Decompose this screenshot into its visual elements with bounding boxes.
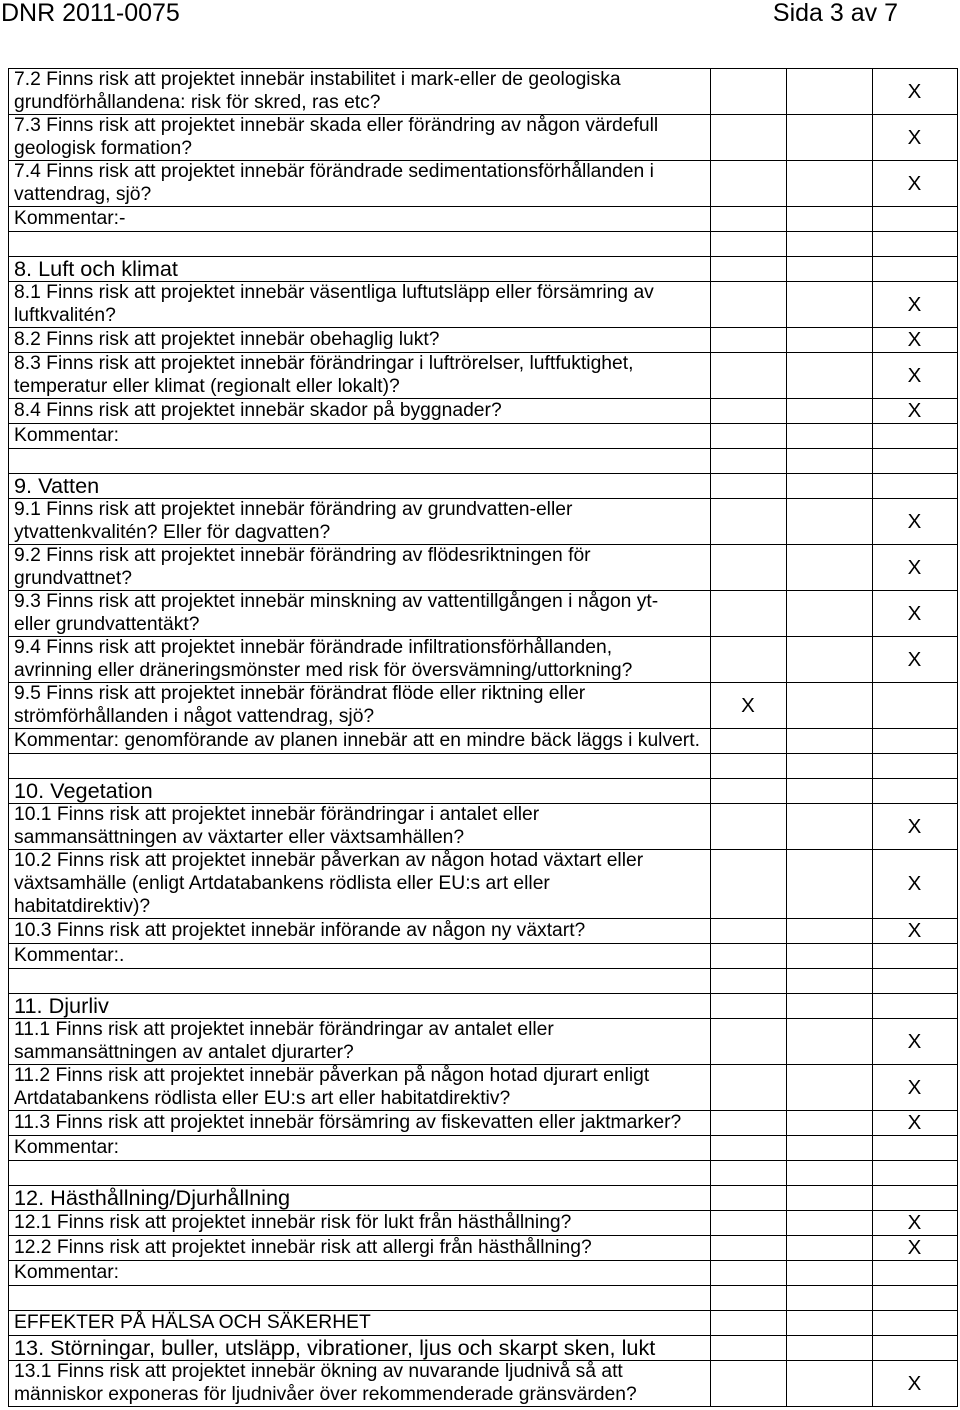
question-row xyxy=(8,1018,957,1064)
answer-mark-x: X xyxy=(907,647,922,671)
answer-cell xyxy=(710,160,786,206)
question-row xyxy=(8,590,957,636)
question-text: grundvattnet? xyxy=(14,568,132,589)
answer-cell xyxy=(872,1110,957,1135)
answer-cell xyxy=(786,968,872,993)
answer-cell xyxy=(710,281,786,327)
question-text: strömförhållanden i något vattendrag, sjö? xyxy=(14,706,375,727)
answer-cell xyxy=(872,160,957,206)
answer-cell xyxy=(872,682,957,728)
section-heading: 13. Störningar, buller, utsläpp, vibrationer, ljus och skarpt sken, lukt xyxy=(14,1335,656,1360)
text-cell xyxy=(8,1335,710,1360)
question-row xyxy=(8,849,957,918)
answer-cell xyxy=(786,803,872,849)
answer-cell xyxy=(710,968,786,993)
answer-cell xyxy=(786,398,872,423)
text-cell xyxy=(8,1260,710,1285)
question-text: 9.4 Finns risk att projektet innebär förändrade infiltrationsförhållanden, xyxy=(14,637,613,658)
question-text: 8.3 Finns risk att projektet innebär förändringar i luftrörelser, luftfuktighet, xyxy=(14,353,634,374)
question-text: 9.3 Finns risk att projektet innebär minskning av vattentillgången i någon yt- xyxy=(14,591,659,612)
answer-cell xyxy=(872,918,957,943)
question-text: 12.1 Finns risk att projektet innebär risk för lukt från hästhållning? xyxy=(14,1212,572,1233)
answer-mark-x: X xyxy=(907,1075,922,1099)
question-text: växtsamhälle (enligt Artdatabankens rödlista eller EU:s art eller xyxy=(14,873,550,894)
section-heading: 8. Luft och klimat xyxy=(14,256,178,281)
spacer-cell xyxy=(8,448,710,473)
answer-cell xyxy=(872,544,957,590)
question-text: sammansättningen av antalet djurarter? xyxy=(14,1042,354,1063)
answer-cell xyxy=(786,993,872,1018)
answer-mark-x: X xyxy=(907,171,922,195)
comment-row xyxy=(8,943,957,968)
answer-cell xyxy=(786,498,872,544)
answer-mark-x: X xyxy=(907,1371,922,1395)
answer-cell xyxy=(710,231,786,256)
text-cell xyxy=(8,636,710,682)
question-text: 12.2 Finns risk att projektet innebär risk att allergi från hästhållning? xyxy=(14,1237,592,1258)
answer-mark-x: X xyxy=(907,814,922,838)
answer-cell xyxy=(786,918,872,943)
answer-cell xyxy=(872,352,957,398)
answer-cell xyxy=(710,544,786,590)
document-number: DNR 2011-0075 xyxy=(1,0,180,27)
question-text: Artdatabankens rödlista eller EU:s art eller habitatdirektiv? xyxy=(14,1088,511,1109)
answer-cell xyxy=(872,968,957,993)
answer-cell xyxy=(786,256,872,281)
answer-cell xyxy=(710,327,786,352)
spacer-row xyxy=(8,1285,957,1310)
answer-cell xyxy=(710,1064,786,1110)
answer-cell xyxy=(872,803,957,849)
answer-cell xyxy=(872,778,957,803)
question-text: 10.3 Finns risk att projektet innebär införande av någon ny växtart? xyxy=(14,920,586,941)
answer-cell xyxy=(710,114,786,160)
section-heading-row xyxy=(8,1185,957,1210)
text-cell xyxy=(8,423,710,448)
section-heading-row xyxy=(8,1335,957,1360)
section-heading-row xyxy=(8,473,957,498)
text-cell xyxy=(8,1018,710,1064)
spacer-cell xyxy=(8,968,710,993)
answer-cell xyxy=(786,1135,872,1160)
answer-cell xyxy=(710,590,786,636)
question-text: 9.1 Finns risk att projektet innebär förändring av grundvatten-eller xyxy=(14,499,573,520)
answer-cell xyxy=(872,636,957,682)
answer-cell xyxy=(710,918,786,943)
question-text: eller grundvattentäkt? xyxy=(14,614,200,635)
answer-cell xyxy=(786,943,872,968)
question-row xyxy=(8,1064,957,1110)
text-cell xyxy=(8,281,710,327)
section-heading: 11. Djurliv xyxy=(14,993,109,1018)
answer-mark-x: X xyxy=(907,872,922,895)
text-cell xyxy=(8,943,710,968)
question-row xyxy=(8,68,957,114)
question-text: ytvattenkvalitén? Eller för dagvatten? xyxy=(14,522,331,543)
text-cell xyxy=(8,590,710,636)
question-text: 8.2 Finns risk att projektet innebär obehaglig lukt? xyxy=(14,329,440,350)
spacer-row xyxy=(8,753,957,778)
answer-cell xyxy=(872,114,957,160)
answer-cell xyxy=(710,1135,786,1160)
answer-cell xyxy=(710,1160,786,1185)
text-cell xyxy=(8,918,710,943)
question-text: 11.3 Finns risk att projektet innebär försämring av fiskevatten eller jaktmarker? xyxy=(14,1112,682,1133)
answer-cell xyxy=(872,753,957,778)
answer-cell xyxy=(710,993,786,1018)
question-text: 11.1 Finns risk att projektet innebär förändringar av antalet eller xyxy=(14,1019,554,1040)
question-row xyxy=(8,160,957,206)
answer-cell xyxy=(786,352,872,398)
answer-cell xyxy=(710,1260,786,1285)
question-text: sammansättningen av växtarter eller växtsamhällen? xyxy=(14,827,465,848)
question-text: 10.2 Finns risk att projektet innebär påverkan av någon hotad växtart eller xyxy=(14,850,644,871)
answer-cell xyxy=(710,398,786,423)
answer-cell xyxy=(786,1260,872,1285)
text-cell xyxy=(8,206,710,231)
answer-cell xyxy=(786,1110,872,1135)
answer-cell xyxy=(872,498,957,544)
question-text: 10.1 Finns risk att projektet innebär förändringar i antalet eller xyxy=(14,804,540,825)
section-caption: EFFEKTER PÅ HÄLSA OCH SÄKERHET xyxy=(14,1312,371,1333)
comment-text: Kommentar:- xyxy=(14,208,126,229)
answer-cell xyxy=(786,544,872,590)
answer-cell xyxy=(786,160,872,206)
answer-cell xyxy=(872,1360,957,1406)
question-row xyxy=(8,498,957,544)
question-text: 8.1 Finns risk att projektet innebär väsentliga luftutsläpp eller försämring av xyxy=(14,282,654,303)
text-cell xyxy=(8,1185,710,1210)
comment-text: Kommentar:. xyxy=(14,945,125,966)
answer-cell xyxy=(872,1210,957,1235)
answer-cell xyxy=(710,1235,786,1260)
answer-cell xyxy=(710,1335,786,1360)
comment-text: Kommentar: xyxy=(14,425,120,446)
question-row xyxy=(8,544,957,590)
answer-cell xyxy=(786,473,872,498)
answer-cell xyxy=(872,327,957,352)
question-row xyxy=(8,281,957,327)
answer-cell xyxy=(786,1160,872,1185)
question-text: 11.2 Finns risk att projektet innebär påverkan på någon hotad djurart enligt xyxy=(14,1065,650,1086)
answer-cell xyxy=(786,636,872,682)
answer-cell xyxy=(786,1185,872,1210)
text-cell xyxy=(8,1210,710,1235)
text-cell xyxy=(8,68,710,114)
answer-mark-x: X xyxy=(907,601,922,625)
question-row xyxy=(8,636,957,682)
answer-cell xyxy=(872,68,957,114)
answer-cell xyxy=(786,281,872,327)
question-text: 7.2 Finns risk att projektet innebär instabilitet i mark-eller de geologiska xyxy=(14,69,621,90)
section-heading: 12. Hästhållning/Djurhållning xyxy=(14,1185,291,1210)
answer-cell xyxy=(786,327,872,352)
answer-cell xyxy=(710,943,786,968)
answer-cell xyxy=(786,1210,872,1235)
text-cell xyxy=(8,682,710,728)
question-row xyxy=(8,352,957,398)
answer-cell xyxy=(786,682,872,728)
answer-cell xyxy=(710,448,786,473)
answer-mark-x: X xyxy=(907,292,922,316)
question-row xyxy=(8,1235,957,1260)
question-text: 8.4 Finns risk att projektet innebär skador på byggnader? xyxy=(14,400,502,421)
answer-cell xyxy=(786,423,872,448)
question-text: geologisk formation? xyxy=(14,138,192,159)
answer-cell xyxy=(710,636,786,682)
answer-cell xyxy=(872,423,957,448)
answer-cell xyxy=(872,1235,957,1260)
question-text: 9.5 Finns risk att projektet innebär förändrat flöde eller riktning eller xyxy=(14,683,586,704)
answer-mark-x: X xyxy=(907,79,922,103)
text-cell xyxy=(8,398,710,423)
text-cell xyxy=(8,544,710,590)
question-text: avrinning eller dräneringsmönster med risk för översvämning/uttorkning? xyxy=(14,660,633,681)
question-text: luftkvalitén? xyxy=(14,305,116,326)
answer-cell xyxy=(710,1018,786,1064)
answer-cell xyxy=(872,849,957,918)
answer-cell xyxy=(710,682,786,728)
answer-cell xyxy=(872,473,957,498)
section-heading-row xyxy=(8,778,957,803)
question-row xyxy=(8,398,957,423)
spacer-cell xyxy=(8,753,710,778)
question-text: grundförhållandena: risk för skred, ras etc? xyxy=(14,92,381,113)
answer-cell xyxy=(786,1235,872,1260)
answer-cell xyxy=(872,1135,957,1160)
spacer-row xyxy=(8,448,957,473)
answer-cell xyxy=(872,728,957,753)
answer-cell xyxy=(710,352,786,398)
answer-cell xyxy=(710,1285,786,1310)
question-row xyxy=(8,327,957,352)
answer-cell xyxy=(872,398,957,423)
answer-cell xyxy=(872,943,957,968)
answer-mark-x: X xyxy=(907,363,922,387)
answer-cell xyxy=(710,498,786,544)
question-text: temperatur eller klimat (regionalt eller lokalt)? xyxy=(14,376,400,397)
section-heading-row xyxy=(8,993,957,1018)
answer-mark-x: X xyxy=(907,399,922,422)
question-text: 7.4 Finns risk att projektet innebär förändrade sedimentationsförhållanden i xyxy=(14,161,654,182)
text-cell xyxy=(8,849,710,918)
text-cell xyxy=(8,728,710,753)
answer-cell xyxy=(872,1160,957,1185)
spacer-row xyxy=(8,1160,957,1185)
answer-cell xyxy=(872,1310,957,1335)
text-cell xyxy=(8,256,710,281)
comment-row xyxy=(8,728,957,753)
spacer-cell xyxy=(8,231,710,256)
answer-cell xyxy=(786,231,872,256)
answer-cell xyxy=(872,1018,957,1064)
answer-cell xyxy=(872,1260,957,1285)
answer-cell xyxy=(710,256,786,281)
answer-cell xyxy=(710,1360,786,1406)
question-row xyxy=(8,1110,957,1135)
section-heading: 10. Vegetation xyxy=(14,778,153,803)
answer-cell xyxy=(786,778,872,803)
question-row xyxy=(8,1360,957,1406)
answer-cell xyxy=(786,1360,872,1406)
answer-cell xyxy=(710,473,786,498)
question-row xyxy=(8,918,957,943)
answer-cell xyxy=(786,206,872,231)
text-cell xyxy=(8,160,710,206)
answer-cell xyxy=(786,448,872,473)
answer-cell xyxy=(872,1335,957,1360)
checklist-table xyxy=(8,68,958,1407)
text-cell xyxy=(8,473,710,498)
answer-cell xyxy=(710,728,786,753)
question-text: 7.3 Finns risk att projektet innebär skada eller förändring av någon värdefull xyxy=(14,115,659,136)
text-cell xyxy=(8,114,710,160)
text-cell xyxy=(8,352,710,398)
answer-cell xyxy=(872,206,957,231)
text-cell xyxy=(8,327,710,352)
question-text: 13.1 Finns risk att projektet innebär ökning av nuvarande ljudnivå så att xyxy=(14,1361,623,1382)
question-text: habitatdirektiv)? xyxy=(14,896,151,917)
comment-text: Kommentar: xyxy=(14,1262,120,1283)
question-row xyxy=(8,803,957,849)
answer-cell xyxy=(710,1185,786,1210)
spacer-cell xyxy=(8,1160,710,1185)
answer-cell xyxy=(872,231,957,256)
section-caption-row xyxy=(8,1310,957,1335)
answer-cell xyxy=(710,1210,786,1235)
answer-cell xyxy=(710,803,786,849)
answer-mark-x: X xyxy=(907,1211,922,1234)
answer-cell xyxy=(710,68,786,114)
question-text: människor exponeras för ljudnivåer över rekommenderade gränsvärden? xyxy=(14,1384,637,1405)
answer-cell xyxy=(710,423,786,448)
answer-cell xyxy=(786,728,872,753)
text-cell xyxy=(8,1110,710,1135)
answer-mark-x: X xyxy=(907,509,922,533)
question-row xyxy=(8,114,957,160)
comment-row xyxy=(8,1135,957,1160)
text-cell xyxy=(8,1064,710,1110)
answer-mark-x: X xyxy=(907,1111,922,1134)
answer-cell xyxy=(872,281,957,327)
answer-mark-x: X xyxy=(741,693,755,717)
answer-mark-x: X xyxy=(907,555,922,579)
answer-mark-x: X xyxy=(907,919,922,942)
answer-cell xyxy=(786,1335,872,1360)
answer-cell xyxy=(710,1110,786,1135)
answer-cell xyxy=(710,753,786,778)
answer-cell xyxy=(710,206,786,231)
page-number: Sida 3 av 7 xyxy=(772,0,898,27)
comment-text: Kommentar: xyxy=(14,1137,120,1158)
answer-cell xyxy=(872,1185,957,1210)
question-row xyxy=(8,682,957,728)
answer-mark-x: X xyxy=(907,1236,922,1259)
answer-cell xyxy=(872,256,957,281)
comment-text: Kommentar: genomförande av planen innebär att en mindre bäck läggs i kulvert. xyxy=(14,730,700,751)
answer-cell xyxy=(710,849,786,918)
answer-cell xyxy=(786,590,872,636)
answer-cell xyxy=(786,753,872,778)
answer-mark-x: X xyxy=(907,1029,922,1053)
text-cell xyxy=(8,1235,710,1260)
answer-cell xyxy=(786,1310,872,1335)
answer-cell xyxy=(786,1285,872,1310)
text-cell xyxy=(8,1310,710,1335)
spacer-cell xyxy=(8,1285,710,1310)
answer-cell xyxy=(872,993,957,1018)
answer-cell xyxy=(786,68,872,114)
spacer-row xyxy=(8,231,957,256)
answer-mark-x: X xyxy=(907,125,922,149)
answer-cell xyxy=(710,778,786,803)
text-cell xyxy=(8,1135,710,1160)
answer-mark-x: X xyxy=(907,328,922,351)
text-cell xyxy=(8,778,710,803)
spacer-row xyxy=(8,968,957,993)
answer-cell xyxy=(786,1018,872,1064)
question-row xyxy=(8,1210,957,1235)
answer-cell xyxy=(786,849,872,918)
comment-row xyxy=(8,1260,957,1285)
section-heading-row xyxy=(8,256,957,281)
answer-cell xyxy=(710,1310,786,1335)
question-text: vattendrag, sjö? xyxy=(14,184,152,205)
answer-cell xyxy=(872,1064,957,1110)
section-heading: 9. Vatten xyxy=(14,473,100,498)
comment-row xyxy=(8,423,957,448)
text-cell xyxy=(8,993,710,1018)
answer-cell xyxy=(786,1064,872,1110)
comment-row xyxy=(8,206,957,231)
text-cell xyxy=(8,803,710,849)
question-text: 9.2 Finns risk att projektet innebär förändring av flödesriktningen för xyxy=(14,545,591,566)
answer-cell xyxy=(786,114,872,160)
text-cell xyxy=(8,498,710,544)
answer-cell xyxy=(872,590,957,636)
answer-cell xyxy=(872,1285,957,1310)
text-cell xyxy=(8,1360,710,1406)
answer-cell xyxy=(872,448,957,473)
